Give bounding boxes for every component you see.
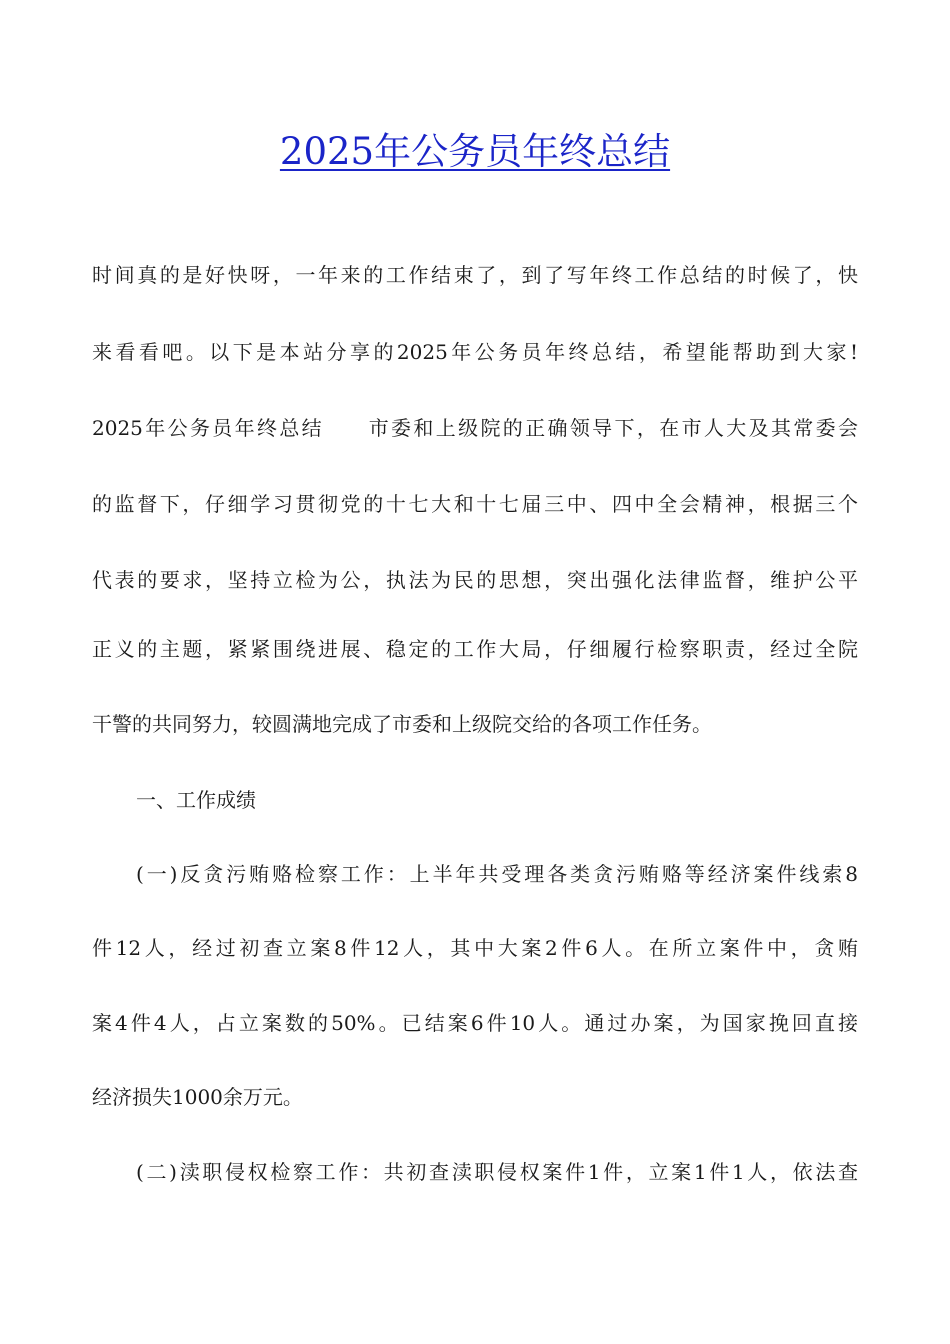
paragraph-line: 时间真的是好快呀，一年来的工作结束了，到了写年终工作总结的时候了，快 — [92, 263, 858, 287]
paragraph-line: 来看看吧。以下是本站分享的2025年公务员年终总结，希望能帮助到大家! — [92, 340, 858, 364]
paragraph-line: 案4件4人，占立案数的50%。已结案6件10人。通过办案，为国家挽回直接 — [92, 1011, 858, 1035]
paragraph-line: 正义的主题，紧紧围绕进展、稳定的工作大局，仔细履行检察职责，经过全院 — [92, 637, 858, 661]
document-title-link[interactable]: 2025年公务员年终总结 — [279, 130, 671, 173]
paragraph-line: 件12人，经过初查立案8件12人，其中大案2件6人。在所立案件中，贪贿 — [92, 936, 858, 960]
paragraph-line: 经济损失1000余万元。 — [92, 1085, 303, 1109]
paragraph-line: 干警的共同努力，较圆满地完成了市委和上级院交给的各项工作任务。 — [92, 712, 712, 736]
paragraph-line: 2025年公务员年终总结 市委和上级院的正确领导下，在市人大及其常委会 — [92, 416, 858, 440]
paragraph-line: 代表的要求，坚持立检为公，执法为民的思想，突出强化法律监督，维护公平 — [92, 568, 858, 592]
paragraph-line: 的监督下，仔细学习贯彻党的十七大和十七届三中、四中全会精神，根据三个 — [92, 492, 858, 516]
section-heading: 一、工作成绩 — [136, 788, 256, 812]
paragraph-line: (二)渎职侵权检察工作：共初查渎职侵权案件1件，立案1件1人，依法查 — [136, 1160, 858, 1184]
paragraph-line: (一)反贪污贿赂检察工作：上半年共受理各类贪污贿赂等经济案件线索8 — [136, 862, 858, 886]
